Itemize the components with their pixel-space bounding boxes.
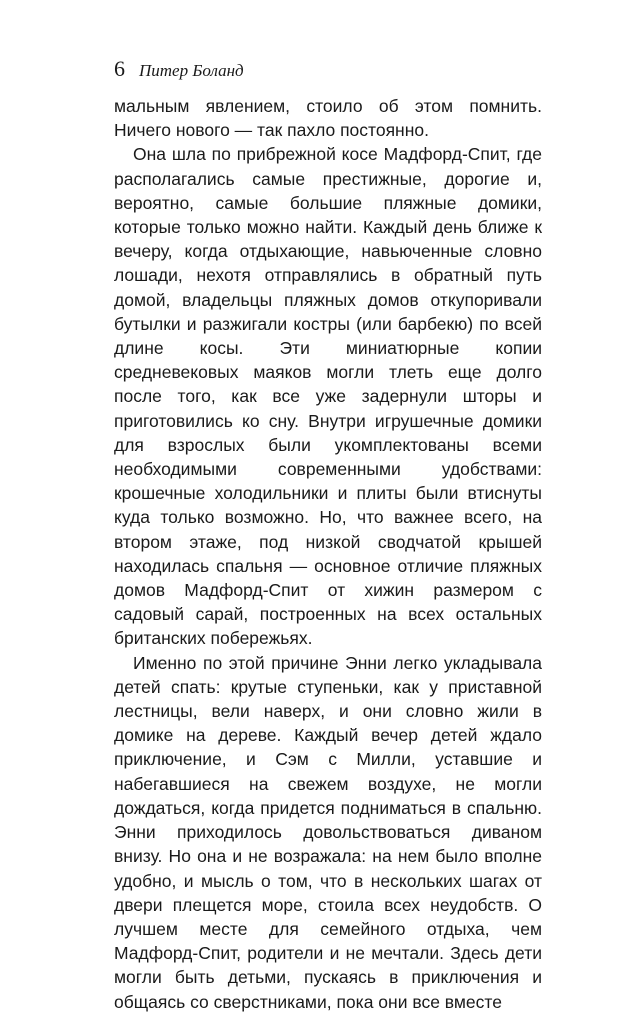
running-header [114, 56, 542, 88]
paragraph-mudford-spit: Она шла по прибрежной косе Мадфорд-Спит, где располагались самые престижные, дорогие и, вероятно, самые большие пляжные домики, которые только можно найти. Каждый день ближе к вечеру, когда отдыхающие, навьюченные словно лошади, нехотя отправлялись в обратный путь домой, владельцы пляжных домов откупоривали бутылки и разжигали костры (или барбекю) по всей длине косы. Эти миниатюрные копии средневековых маяков могли тлеть еще долго после того, как все уже задернули шторы и приготовились ко сну. Внутри игрушечные домики для взрослых были укомплектованы всеми необходимыми современными удобствами: крошечные холодильники и плиты были втиснуты куда только возможно. Но, что важнее всего, на втором этаже, под низкой сводчатой крышей находилась спальня — основное отличие пляжных домов Мадфорд-Спит от хижин размером с садовый сарай, построенных на всех остальных британских побережьях. [114, 144, 542, 649]
paragraph-annie-children: Именно по этой причине Энни легко укладывала детей спать: крутые ступеньки, как у приставной лестницы, вели наверх, и они словно жили в домике на дереве. Каждый вечер детей ждало приключение, и Сэм с Милли, уставшие и набегавшиеся на свежем воздухе, не могли дождаться, когда придется подниматься в спальню. Энни приходилось довольствоваться диваном внизу. Но она и не возражала: на нем было вполне удобно, и мысль о том, что в нескольких шагах от двери плещется море, стоила всех неудобств. О лучшем месте для семейного отдыха, чем Мадфорд-Спит, родители и не мечтали. Здесь дети могли быть детьми, пускаясь в приключения и общаясь со сверстниками, пока они все вместе [114, 652, 542, 1012]
author-name: Питер Боланд [139, 61, 244, 80]
page-number: 6 [114, 56, 125, 81]
paragraph-continuation: мальным явлением, стоило об этом помнить. Ничего нового — так пахло постоянно. [114, 96, 542, 141]
book-page [114, 56, 542, 1014]
